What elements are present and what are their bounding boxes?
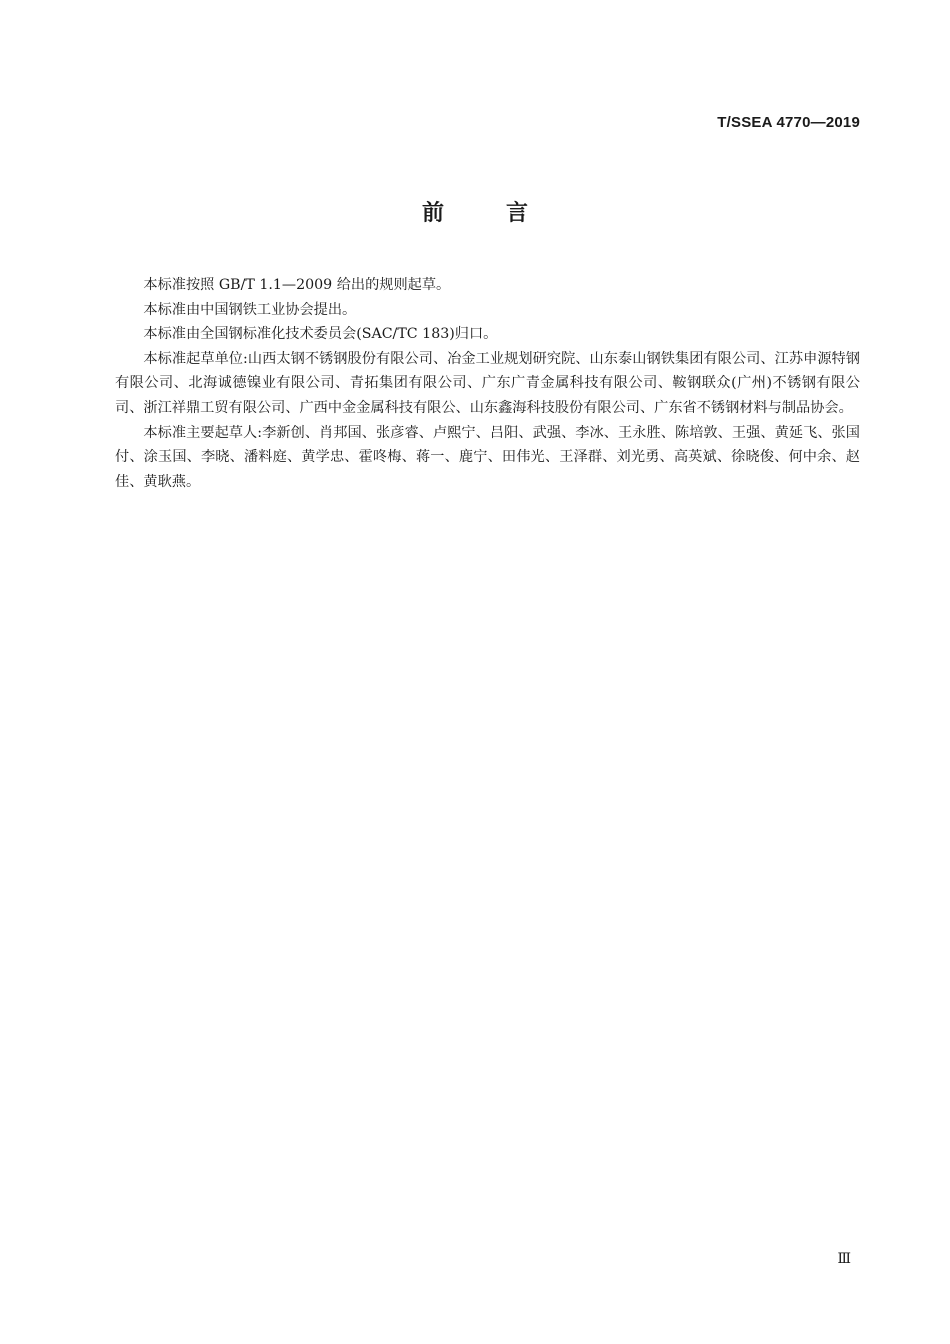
document-code: T/SSEA 4770—2019 (717, 114, 860, 131)
foreword-body (115, 273, 860, 494)
paragraph-centralized-unit: 本标准由全国钢标准化技术委员会(SAC/TC 183)归口。 (143, 326, 498, 343)
paragraph-drafting-organizations: 本标准起草单位:山西太钢不锈钢股份有限公司、冶金工业规划研究院、山东泰山钢铁集团有限公司、江苏申源特钢有限公司、北海诚德镍业有限公司、青拓集团有限公司、广东广青金属科技有限公司、鞍钢联众(广州)不锈钢有限公司、浙江祥鼎工贸有限公司、广西中金金属科技有限公、山东鑫海科技股份有限公司、广东省不锈钢材料与制品协会。 (115, 350, 860, 416)
paragraph-proposer: 本标准由中国钢铁工业协会提出。 (143, 301, 357, 318)
paragraph-drafting-rules: 本标准按照 GB/T 1.1—2009 给出的规则起草。 (143, 277, 451, 293)
paragraph-main-drafters: 本标准主要起草人:李新创、肖邦国、张彦睿、卢熙宁、吕阳、武强、李冰、王永胜、陈培敦、王强、黄延飞、张国付、涂玉国、李晓、潘料庭、黄学忠、霍咚梅、蒋一、鹿宁、田伟光、王泽群、刘光勇、高英斌、徐晓俊、何中余、赵佳、黄耿燕。 (115, 424, 860, 490)
page-number: Ⅲ (837, 1251, 851, 1267)
page-title: 前言 (421, 201, 590, 226)
